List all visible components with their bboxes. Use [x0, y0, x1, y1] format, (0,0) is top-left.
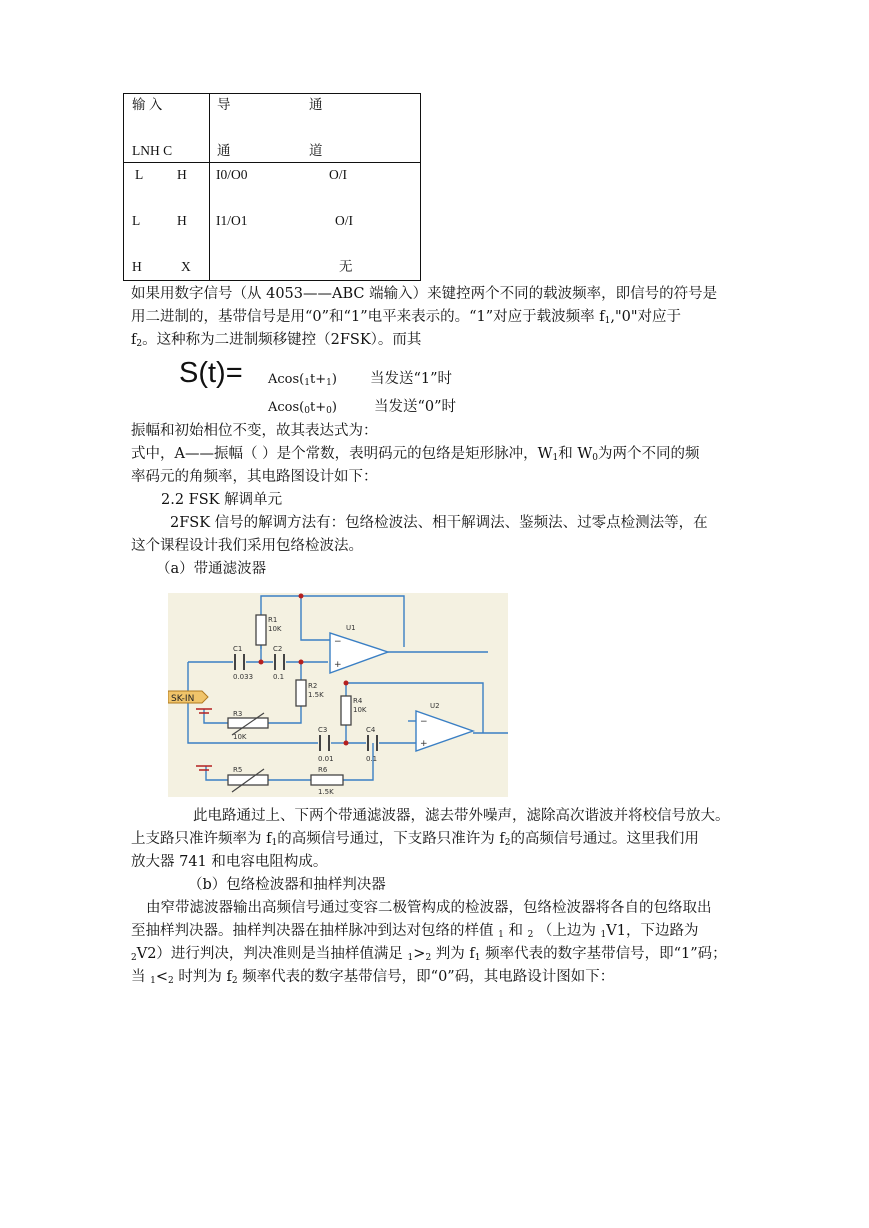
body-text-line: $f_2$。这种称为二进制频移键控（2FSK）。而其 [131, 332, 422, 349]
table-cell: O/I [335, 213, 353, 228]
svg-text:+: + [334, 660, 342, 670]
table-head-dao: 导 [217, 97, 231, 112]
label-c3-value: 0.01 [318, 755, 334, 763]
label-r4-value: 10K [353, 706, 367, 714]
body-text-line: 式中，A——振幅（ ）是个常数，表明码元的包络是矩形脉冲，$W_1$和 $W_0$为两个不同的频 [131, 446, 700, 463]
label-r1-value: 10K [268, 625, 282, 633]
truth-table [123, 93, 421, 281]
label-u1: U1 [346, 624, 356, 632]
body-text-line: 当 $_1<_2$ 时判为 $f_2$ 频率代表的数字基带信号，即“0”码，其电路设计图如下： [131, 969, 615, 986]
label-c2: C2 [273, 645, 283, 653]
body-text-line: 振幅和初始相位不变，故其表达式为： [131, 423, 378, 439]
table-cell: H [177, 167, 187, 182]
body-text-line: 由窄带滤波器输出高频信号通过变容二极管构成的检波器，包络检波器将各自的包络取出 [146, 900, 712, 916]
table-cell: H [132, 259, 142, 274]
body-text-line: $_2$V2）进行判决，判决准则是当抽样值满足 $_1>_2$ 判为 $f_1$ 频率代表的数字基带信号，即“1”码； [131, 946, 727, 963]
table-vertical-divider [209, 94, 210, 280]
table-cell: O/I [329, 167, 347, 182]
body-text-line: 此电路通过上、下两个带通滤波器，滤去带外噪声，滤除高次谐波并将校信号放大。 [193, 808, 730, 824]
table-head-tong2: 通 [217, 143, 231, 158]
body-text-line: 如果用数字信号（从 4053——ABC 端输入）来键控两个不同的载波频率，即信号的符号是 [131, 286, 718, 302]
formula-case-1-note: 当发送“1”时 [370, 371, 453, 387]
formula-case-2-note: 当发送“0”时 [374, 399, 457, 415]
body-text-line: 用二进制的，基带信号是用“0”和“1”电平来表示的。“1”对应于载波频率 $f_1,"0$"对应于 [131, 309, 682, 326]
formula-case-2: $Acos(_0t+_0)$ [268, 400, 337, 416]
circuit-input-tag [168, 691, 208, 704]
formula-case-1: $Acos(_1t+_1)$ [268, 372, 337, 388]
table-cell: X [181, 259, 191, 274]
table-head-tong: 通 [309, 97, 323, 112]
label-r5: R5 [233, 766, 243, 774]
body-text-line: 放大器 741 和电容电阻构成。 [131, 854, 328, 870]
table-head-input: 输 入 [132, 97, 163, 112]
label-c2-value: 0.1 [273, 673, 285, 681]
table-head-dao2: 道 [309, 143, 323, 158]
svg-text:−: − [334, 637, 342, 647]
body-text-line: 至抽样判决器。抽样判决器在抽样脉冲到达对包络的样值 $_1$ 和 $_2$ （上边为 $_1$V1，下边路为 [131, 923, 699, 940]
label-r6: R6 [318, 766, 328, 774]
formula-lhs: S(t)= [179, 357, 243, 389]
body-text-line: 率码元的角频率，其电路图设计如下： [131, 469, 378, 485]
bandpass-filter-circuit [168, 593, 508, 797]
subsection-heading: （b）包络检波器和抽样判决器 [188, 877, 386, 893]
table-cell: L [135, 167, 144, 182]
circuit-input-label: SK-IN [171, 694, 195, 704]
table-cell: L [132, 213, 141, 228]
table-cell: 无 [339, 259, 353, 274]
label-c1-value: 0.033 [233, 673, 254, 681]
label-r4: R4 [353, 697, 363, 705]
table-header-divider [124, 162, 420, 163]
label-r3: R3 [233, 710, 243, 718]
body-text-line: 2FSK 信号的解调方法有：包络检波法、相干解调法、鉴频法、过零点检测法等，在 [170, 515, 708, 531]
label-r2-value: 1.5K [308, 691, 324, 699]
label-c4: C4 [366, 726, 376, 734]
label-r1: R1 [268, 616, 278, 624]
label-r6-value: 1.5K [318, 788, 334, 796]
op-amps [330, 633, 473, 751]
subsection-heading: （a）带通滤波器 [156, 561, 267, 577]
label-r3-value: 10K [233, 733, 247, 741]
section-heading: 2.2 FSK 解调单元 [161, 492, 283, 508]
label-c3: C3 [318, 726, 328, 734]
label-c4-value: 0.1 [366, 755, 378, 763]
table-cell: H [177, 213, 187, 228]
svg-text:−: − [420, 717, 428, 727]
body-text-line: 上支路只准许频率为 $f_1$的高频信号通过，下支路只准许为 $f_2$的高频信号通过。这里我们用 [131, 831, 699, 848]
circuit-schematic [168, 593, 508, 797]
label-u2: U2 [430, 702, 440, 710]
table-cell: I0/O0 [216, 167, 248, 182]
svg-text:+: + [420, 739, 428, 749]
label-r2: R2 [308, 682, 318, 690]
table-head-lnhc: LNH C [132, 143, 173, 158]
label-c1: C1 [233, 645, 243, 653]
table-cell: I1/O1 [216, 213, 248, 228]
body-text-line: 这个课程设计我们采用包络检波法。 [131, 538, 363, 554]
